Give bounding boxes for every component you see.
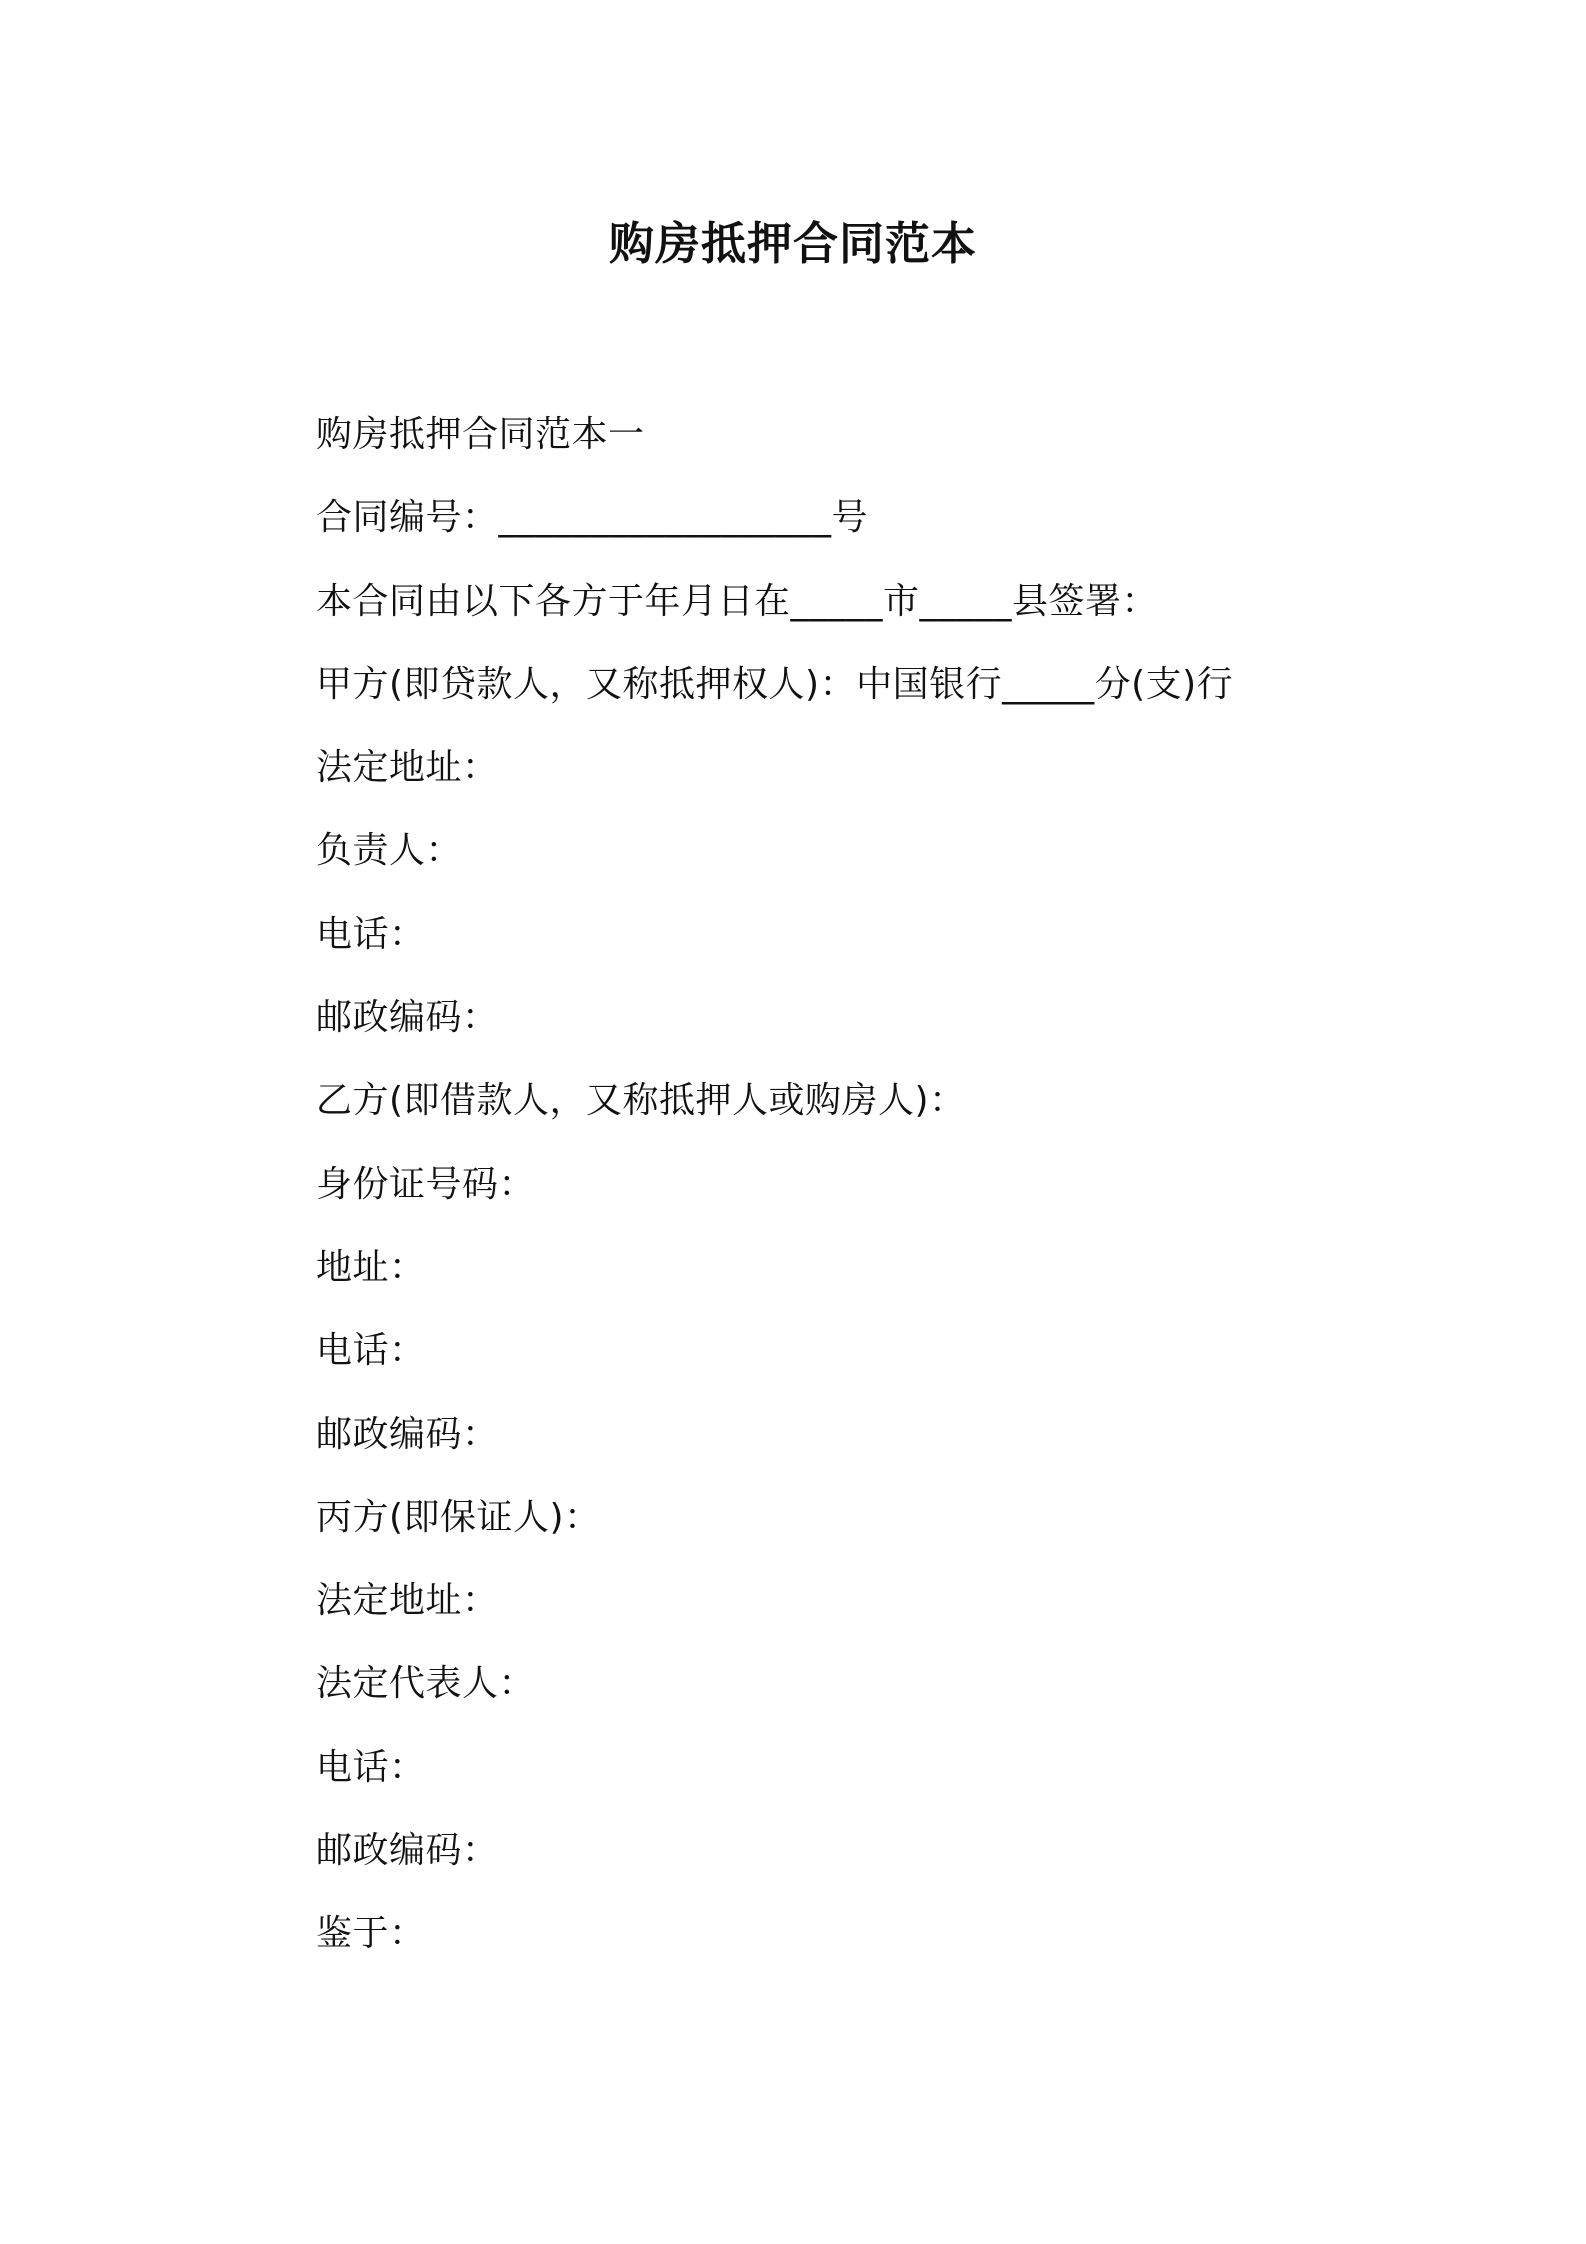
party-b-phone-line: 电话： [316,1330,426,1372]
party-a-phone-line: 电话： [316,913,426,955]
whereas-line: 鉴于： [316,1913,426,1955]
party-a-line: 甲方(即贷款人，又称抵押权人)：中国银行_____分(支)行 [316,663,1234,705]
party-b-id-line: 身份证号码： [316,1163,536,1205]
signing-place-line: 本合同由以下各方于年月日在_____市_____县签署： [316,580,1159,622]
party-a-postcode-line: 邮政编码： [316,997,499,1039]
party-c-representative-line: 法定代表人： [316,1663,536,1705]
party-b-line: 乙方(即借款人，又称抵押人或购房人)： [316,1080,966,1122]
party-c-phone-line: 电话： [316,1746,426,1788]
document-title: 购房抵押合同范本 [608,217,977,270]
section-heading: 购房抵押合同范本一 [316,414,645,455]
document-body [316,400,1416,1983]
party-b-postcode-line: 邮政编码： [316,1413,499,1455]
party-a-address-line: 法定地址： [316,747,499,789]
party-c-line: 丙方(即保证人)： [316,1496,601,1538]
contract-number-line: 合同编号：__________________号 [316,497,869,539]
party-a-responsible-line: 负责人： [316,830,463,872]
party-c-postcode-line: 邮政编码： [316,1830,499,1872]
party-c-address-line: 法定地址： [316,1580,499,1622]
party-b-address-line: 地址： [316,1246,426,1288]
